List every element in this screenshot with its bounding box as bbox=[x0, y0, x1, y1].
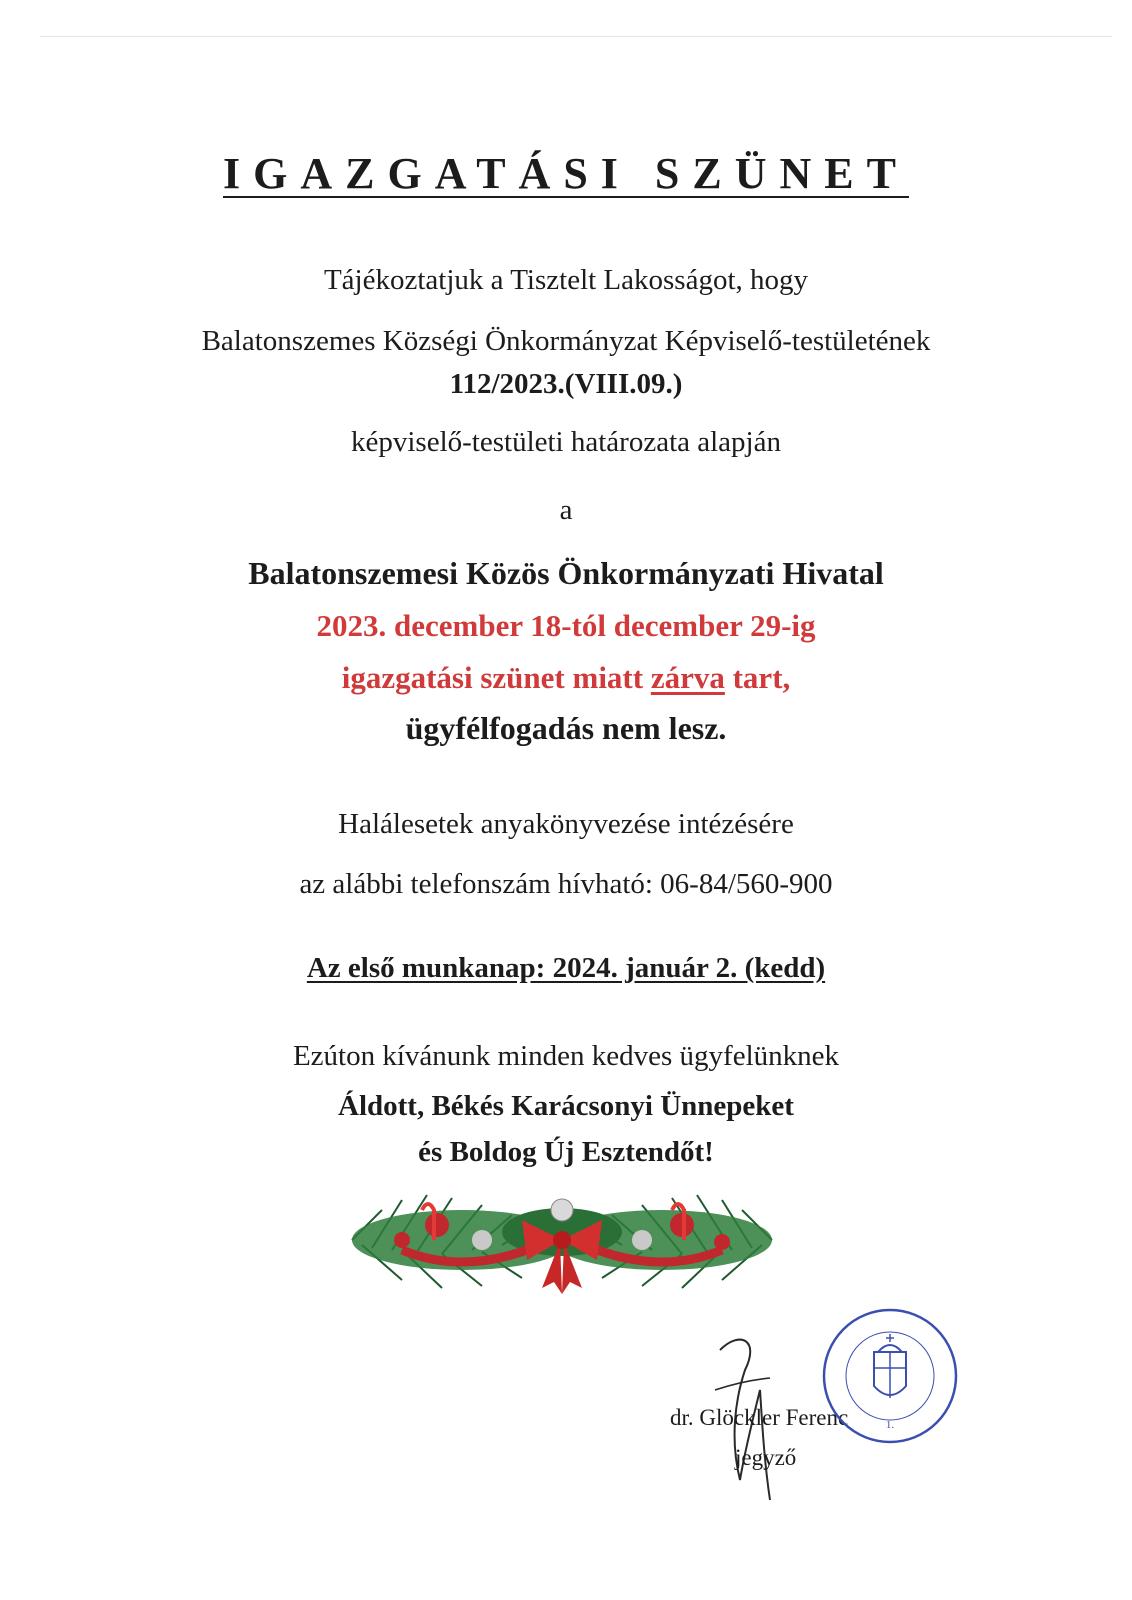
office-name: Balatonszemesi Közös Önkormányzati Hivatal bbox=[248, 555, 884, 591]
official-stamp-icon bbox=[820, 1306, 960, 1446]
death-registration-line-2: az alábbi telefonszám hívható: 06-84/560-900 bbox=[299, 868, 833, 900]
greeting-line-3: és Boldog Új Esztendőt! bbox=[418, 1136, 714, 1168]
closure-reason-before: igazgatási szünet miatt bbox=[341, 660, 651, 695]
first-workday: Az első munkanap: 2024. január 2. (kedd) bbox=[306, 952, 826, 984]
signer-name: dr. Glöckler Ferenc bbox=[670, 1405, 849, 1430]
death-registration-line-1: Halálesetek anyakönyvezése intézésére bbox=[338, 808, 794, 840]
christmas-garland-icon bbox=[342, 1170, 782, 1300]
page-title: IGAZGATÁSI SZÜNET bbox=[223, 149, 909, 198]
intro-line-2: Balatonszemes Községi Önkormányzat Képviselő-testületének bbox=[201, 325, 931, 357]
greeting-line-2: Áldott, Békés Karácsonyi Ünnepeket bbox=[338, 1090, 794, 1122]
closure-dates: 2023. december 18-tól december 29-ig bbox=[316, 608, 816, 643]
resolution-number: 112/2023.(VIII.09.) bbox=[449, 368, 683, 400]
greeting-line-1: Ezúton kívánunk minden kedves ügyfelünknek bbox=[292, 1040, 840, 1072]
closure-reason bbox=[0, 660, 1132, 696]
svg-text:1.: 1. bbox=[885, 1419, 895, 1431]
article-a: a bbox=[559, 494, 573, 526]
scan-edge-line bbox=[40, 36, 1112, 37]
intro-line-3: képviselő-testületi határozata alapján bbox=[351, 426, 781, 458]
closure-reason-after: tart, bbox=[724, 660, 791, 695]
no-reception-line: ügyfélfogadás nem lesz. bbox=[405, 710, 727, 746]
intro-line-1: Tájékoztatjuk a Tisztelt Lakosságot, hogy bbox=[323, 264, 809, 296]
closure-reason-emphasis: zárva bbox=[650, 660, 725, 695]
signer-role: jegyző bbox=[735, 1445, 797, 1470]
